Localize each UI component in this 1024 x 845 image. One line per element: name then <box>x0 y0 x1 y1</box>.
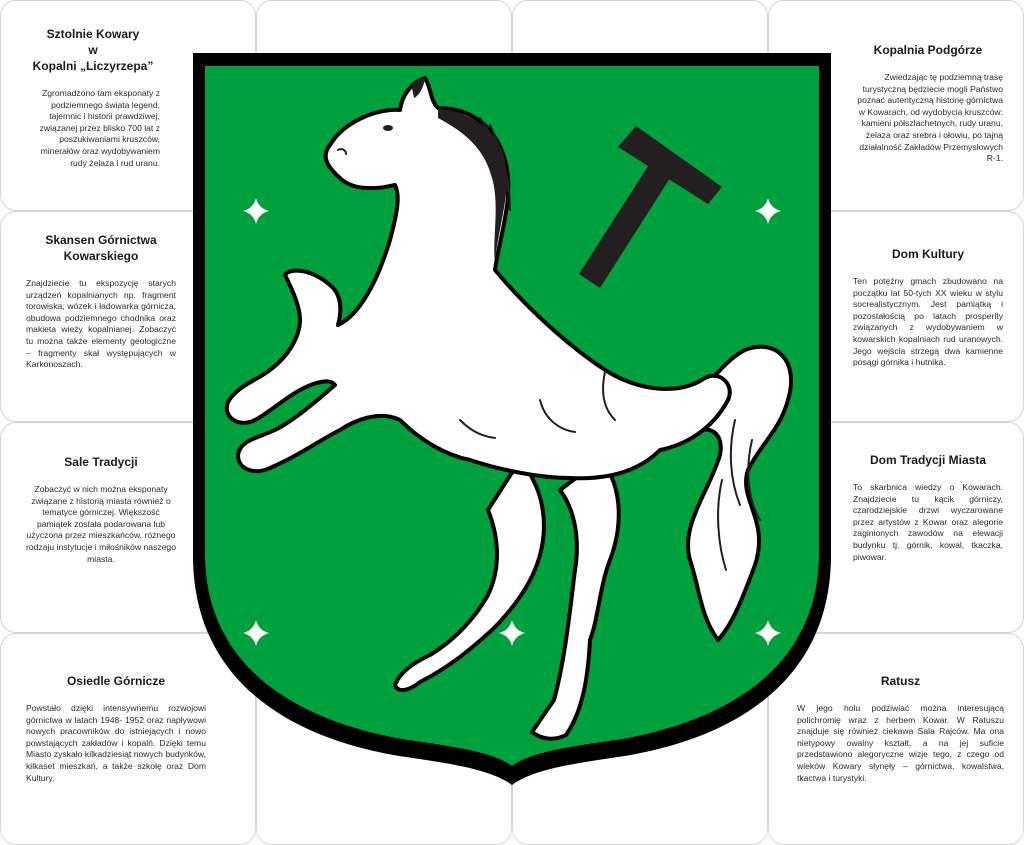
card-title-line: Kowarskiego <box>63 249 139 263</box>
card-title <box>26 454 176 470</box>
card-title-line: Skansen Górnictwa <box>45 233 157 247</box>
card-title-line: Sale Tradycji <box>64 455 138 469</box>
info-card-left-3 <box>26 454 176 565</box>
info-card-left-2 <box>26 232 176 371</box>
card-body: To skarbnica wiedzy o Kowarach. Znajdziecie tu kącik górniczy, czarodziejskie drzwi wyczarowane przez artystów z Kowar oraz alegorie zaginionych zawodów na elewacji budynku tj. górnik, kowal, tkaczka, piwowar. <box>853 482 1003 562</box>
info-card-right-2 <box>853 246 1003 369</box>
info-card-left-4 <box>26 673 206 784</box>
card-title-line: Sztolnie Kowary <box>46 27 140 41</box>
info-card-left-1 <box>26 26 160 169</box>
card-title <box>26 232 176 264</box>
card-body: Ten potężny gmach zbudowano na początku lat 50-tych XX wieku w stylu socrealistycznym. Jest pamiątką i pozostałością po latach prosperity związanych z wydobywaniem w kowarskich kopalniach rud uranowych. Jego wejścia strzegą dwa kamienne posągi górnika i hutnika. <box>853 276 1003 368</box>
card-title-line: w <box>88 43 98 57</box>
card-title <box>853 452 1003 468</box>
card-title <box>26 26 160 74</box>
card-title <box>26 673 206 689</box>
card-title <box>853 246 1003 262</box>
card-title-line: Ratusz <box>880 674 921 688</box>
card-title-line: Kopalni „Liczyrzepa” <box>32 59 154 73</box>
card-title <box>797 673 1004 689</box>
card-body: Powstało dzięki intensywnemu rozwojowi górnictwa w latach 1948- 1952 oraz napływowi nowych pracowników do istniejących i nowo powstających zakładów i kopalń. Dzięki temu Miasto zyskało kilkadziesiąt nowych budynków, kilkaset mieszkań, a także szkołę oraz Dom Kultury. <box>26 703 206 783</box>
info-card-right-3 <box>853 452 1003 563</box>
card-title-line: Osiedle Górnicze <box>66 674 166 688</box>
info-card-right-1 <box>853 42 1003 165</box>
card-body: Zwiedzając tę podziemną trasę turystyczną będziecie mogli Państwo poznać autentyczną historię górnictwa w Kowarach, od wydobycia kruszców: kamieni półszlachetnych, rudy uranu, żelaza oraz srebra i ołowiu, po tajną działalność Zakładów Przemysłowych R-1. <box>857 72 1003 164</box>
card-body: Zgromadzono tam eksponaty z podziemnego świata legend, tajemnic i historii prawdziwej, związanej przez blisko 700 lat z poszukiwaniami kruszców, minerałów oraz wydobywaniem rudy żelaza i rud uranu. <box>39 88 160 168</box>
card-title-line: Kopalnia Podgórze <box>873 43 983 57</box>
card-body: Zobaczyć w nich można eksponaty związane z historią miasta również o tematyce górniczej. Większość pamiątek została podarowana lub użyczona przez mieszkańców, różnego rodzaju instytucje i miłośników naszego miasta. <box>26 484 176 564</box>
card-title-line: Dom Kultury <box>892 247 964 261</box>
info-card-right-4 <box>797 673 1004 784</box>
card-body: W jego holu podziwiać można interesującą polichromię wraz z herbem Kowar. W Ratuszu znajduje się również ciekawa Sala Rajców. Ma ona nietypowy owalny kształt, a na jej suficie przedstawiono alegoryczne wizje tego, z czego od wieków Kowary słynęły – górnictwa, kowalstwa, tkactwa i turystyki. <box>797 703 1004 783</box>
card-title <box>853 42 1003 58</box>
card-title-line: Dom Tradycji Miasta <box>869 453 987 467</box>
card-body: Znajdziecie tu ekspozycję starych urządzeń kopalnianych np. fragment torowiska, wózek i ładowarka górnicza, obudowa podziemnego chodnika oraz makieta wieży kopalnianej. Zobaczyć tu można także elementy geologiczne – fragmenty skał występujących w Karkonoszach. <box>26 278 176 370</box>
